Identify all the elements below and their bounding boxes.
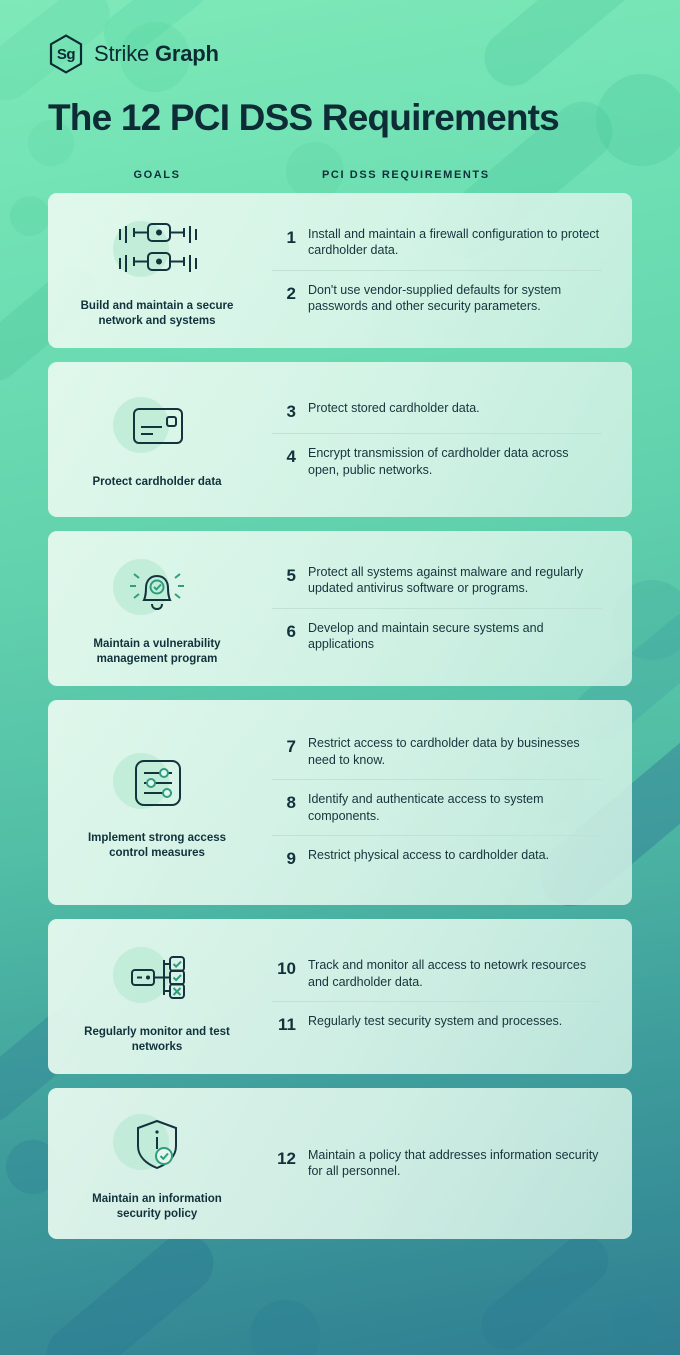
- requirement-row: [272, 608, 602, 664]
- requirement-group-card: [48, 531, 632, 686]
- requirement-text: Restrict access to cardholder data by businesses need to know.: [308, 736, 580, 767]
- goal-cell: [48, 531, 266, 686]
- goal-label: Protect cardholder data: [92, 476, 222, 489]
- goal-label: Maintain an information security policy: [92, 1192, 222, 1221]
- requirement-text: Don't use vendor-supplied defaults for system passwords and other security parameters.: [308, 282, 562, 314]
- requirement-row: [272, 1136, 602, 1191]
- requirement-number: 11: [278, 1015, 296, 1035]
- requirement-number: 3: [286, 402, 296, 422]
- credit-card-icon: [109, 387, 205, 467]
- goal-label: Implement strong access control measures: [87, 831, 227, 860]
- requirements-cell: [266, 1088, 632, 1239]
- goal-label: Build and maintain a secure network and systems: [80, 299, 234, 328]
- requirement-number: 12: [277, 1148, 296, 1168]
- requirement-text: Regularly test security system and processes.: [308, 1014, 563, 1029]
- requirement-text: Protect all systems against malware and regularly updated antivirus software or programs.: [308, 564, 584, 596]
- requirement-row: [272, 779, 602, 835]
- requirement-group-card: [48, 193, 632, 348]
- goal-cell: [48, 700, 266, 905]
- requirement-text: Restrict physical access to cardholder data.: [308, 848, 550, 863]
- goal-label: Regularly monitor and test networks: [84, 1025, 230, 1054]
- requirement-text: Protect stored cardholder data.: [308, 401, 480, 416]
- requirement-group-card: [48, 1088, 632, 1239]
- settings-sliders-icon: [109, 743, 205, 823]
- shield-info-icon: [109, 1104, 205, 1184]
- requirement-row: [272, 270, 602, 326]
- column-heading-goals: GOALS: [133, 168, 181, 181]
- logo-monogram: Sg: [56, 45, 76, 63]
- requirement-number: 7: [286, 737, 296, 757]
- brand-lockup: [48, 34, 632, 74]
- requirement-number: 9: [286, 849, 296, 869]
- requirement-text: Install and maintain a firewall configuration to protect cardholder data.: [308, 226, 600, 258]
- requirements-cell: [266, 362, 632, 517]
- goal-cell: [48, 362, 266, 517]
- requirement-group-card: [48, 919, 632, 1074]
- requirement-row: [272, 215, 602, 270]
- requirements-cell: [266, 531, 632, 686]
- network-checklist-icon: [109, 937, 205, 1017]
- requirement-row: [272, 1001, 602, 1046]
- alert-bell-icon: [109, 549, 205, 629]
- goal-label: Maintain a vulnerability management program: [93, 637, 221, 666]
- requirement-text: Develop and maintain secure systems and applications: [308, 620, 544, 652]
- goal-cell: [48, 193, 266, 348]
- requirements-cell: [266, 700, 632, 905]
- requirement-text: Identify and authenticate access to system components.: [308, 792, 544, 823]
- requirement-number: 5: [286, 565, 296, 585]
- requirement-row: [272, 433, 602, 489]
- requirement-number: 1: [286, 227, 296, 247]
- requirement-text: Encrypt transmission of cardholder data across open, public networks.: [308, 446, 569, 477]
- requirement-group-card: [48, 362, 632, 517]
- requirement-row: [272, 389, 602, 433]
- requirement-text: Maintain a policy that addresses information security for all personnel.: [308, 1147, 599, 1179]
- column-headings: [48, 169, 632, 181]
- page-title: The 12 PCI DSS Requirements: [48, 97, 559, 138]
- brand-name-light: Strike: [94, 41, 155, 66]
- requirement-group-card: [48, 700, 632, 905]
- goal-cell: [48, 919, 266, 1074]
- brand-name-bold: Graph: [154, 41, 219, 66]
- requirement-row: [272, 724, 602, 779]
- requirement-number: 10: [277, 959, 296, 979]
- requirement-text: Track and monitor all access to netowrk resources and cardholder data.: [308, 958, 587, 989]
- requirement-number: 6: [286, 621, 296, 641]
- requirement-number: 2: [286, 283, 296, 303]
- firewall-icon: [109, 211, 205, 291]
- column-heading-requirements: PCI DSS REQUIREMENTS: [322, 168, 490, 181]
- requirements-cell: [266, 193, 632, 348]
- requirement-number: 8: [286, 793, 296, 813]
- requirements-cell: [266, 919, 632, 1074]
- requirement-number: 4: [286, 447, 296, 467]
- brand-name: [94, 41, 219, 67]
- hexagon-logo-icon: [48, 34, 84, 74]
- requirement-row: [272, 553, 602, 608]
- requirement-row: [272, 835, 602, 880]
- goal-cell: [48, 1088, 266, 1239]
- requirement-row: [272, 946, 602, 1001]
